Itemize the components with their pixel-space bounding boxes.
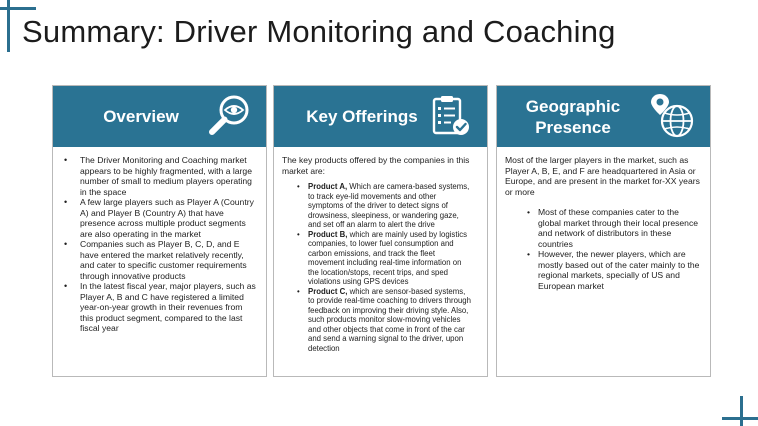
geographic-presence-intro: Most of the larger players in the market, such as Player A, B, E, and F are headquartered in Asia or Europe, and are present in the market for-XX years or more (505, 155, 700, 197)
list-item: • A few large players such as Player A (Country A) and Player B (Country A) that have presence across multiple product segments are also operating in the market (61, 197, 258, 239)
key-offerings-body (274, 155, 487, 376)
key-offerings-card (273, 85, 488, 377)
product-name: Product B, (308, 229, 348, 239)
overview-card (52, 85, 267, 377)
product-name: Product A, (308, 182, 348, 191)
corner-accent-top-left-vertical (7, 0, 10, 52)
magnifier-eye-icon (204, 91, 254, 141)
key-offerings-intro: The key products offered by the companies in this market are: (282, 155, 470, 176)
list-item: • Companies such as Player B, C, D, and E have entered the market relatively recently, and cater to specific customer requirements through innovative products (61, 239, 258, 281)
overview-body (53, 155, 266, 376)
overview-card-header (53, 86, 266, 147)
corner-accent-bottom-right-vertical (740, 396, 743, 426)
product-description: which are mainly used by logistics companies, to lower fuel consumption and carbon emissions, and track the fleet movement including real-time information on the location/stops, recent trips, and sped violations using GPS devices (308, 229, 468, 286)
slide-title: Summary: Driver Monitoring and Coaching (22, 14, 616, 49)
geographic-presence-body (497, 155, 710, 376)
product-description: which are sensor-based systems, to provide real-time coaching to drivers through feedback on improving their driving style. Also, such products monitor slow-moving vehicles and other objects that come in front of the car and send a warning signal to the driver, upon detection (308, 286, 471, 353)
list-item (282, 287, 479, 354)
overview-heading: Overview (103, 107, 179, 126)
list-item: • The Driver Monitoring and Coaching market appears to be highly fragmented, with a large number of small to medium players operating in the space (61, 155, 258, 197)
geographic-presence-card-header (497, 86, 710, 147)
list-item: • In the latest fiscal year, major players, such as Player A, B and C have registered a limited year-on-year growth in their revenues from this product segment, compared to the last fiscal year (61, 281, 258, 334)
list-item: • Most of these companies cater to the global market through their local presence and network of distributors in these countries (505, 207, 702, 249)
geographic-presence-card (496, 85, 711, 377)
key-offerings-heading: Key Offerings (306, 107, 418, 126)
key-offerings-card-header (274, 86, 487, 147)
clipboard-check-icon (425, 91, 475, 141)
geographic-presence-heading (509, 96, 637, 138)
list-item (282, 182, 479, 230)
corner-accent-top-left-horizontal (0, 7, 36, 10)
list-item (282, 230, 479, 287)
heading-line: Geographic (525, 97, 621, 116)
list-item: • However, the newer players, which are mostly based out of the cater mainly to the regional markets, specially of US and European market (505, 249, 702, 291)
heading-line: Presence (535, 118, 611, 137)
product-description: Which are camera-based systems, to track eye-lid movements and other symptoms of the driver to detect signs of drowsiness, sleepiness, or wandering gaze, and set off an alarm to alert the drive (308, 182, 470, 229)
product-name: Product C, (308, 286, 348, 296)
globe-pin-icon (648, 91, 698, 141)
